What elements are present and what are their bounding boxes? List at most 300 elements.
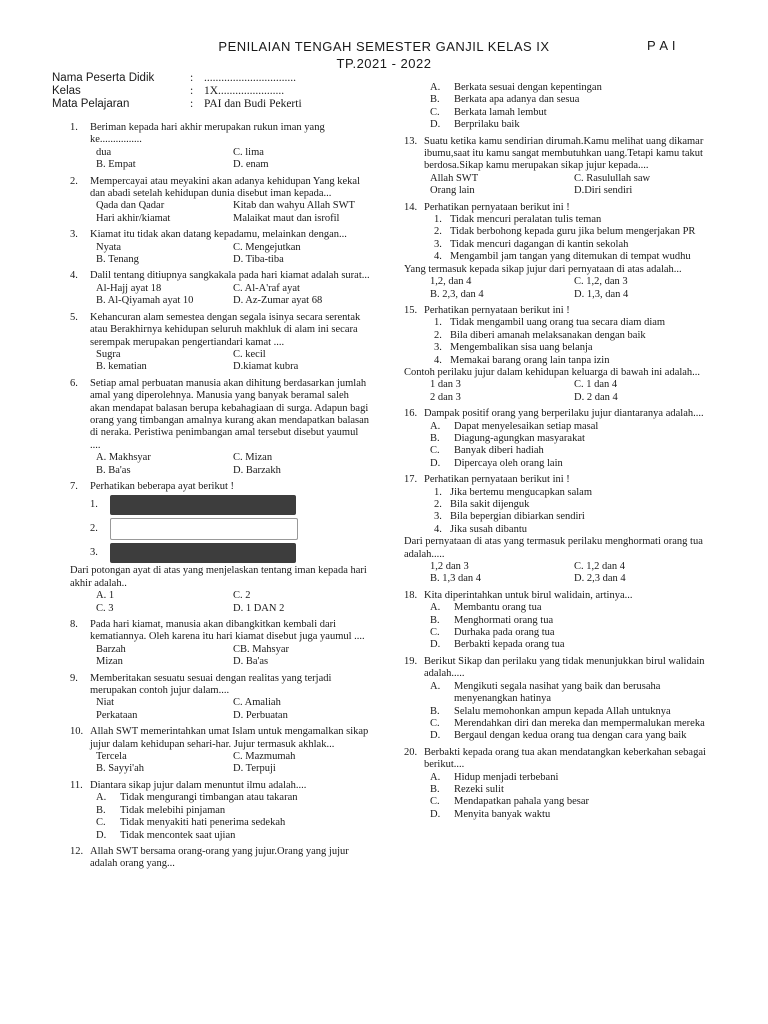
statement-item <box>434 524 718 536</box>
answer-option: D. Barzakh <box>233 464 281 476</box>
answer-option: Perkataan <box>96 709 138 721</box>
answer-option: 2 dan 3 <box>430 391 461 403</box>
option-letter: D. <box>430 730 441 742</box>
question <box>70 673 370 723</box>
answer-option <box>430 772 718 784</box>
question-text: Diantara sikap jujur dalam menuntut ilmu adalah.... <box>90 779 307 791</box>
question-stem <box>70 122 370 147</box>
question-stem <box>404 408 718 420</box>
question-stem <box>404 590 718 602</box>
question <box>404 202 718 301</box>
identity-label: Nama Peserta Didik <box>52 72 155 84</box>
answer-options <box>70 697 370 722</box>
answer-option: C. lima <box>233 146 264 158</box>
answer-option <box>430 458 718 470</box>
answer-options <box>404 681 718 743</box>
answer-option <box>430 107 718 119</box>
statement-text: Mengambil jam tangan yang ditemukan di tempat wudhu <box>450 251 691 263</box>
statement-number: 4. <box>434 251 442 263</box>
answer-option: C. 1,2, dan 3 <box>574 276 628 288</box>
question-stem <box>404 747 718 772</box>
question-prompt: Dari pernyataan di atas yang termasuk perilaku menghormati orang tua adalah..... <box>404 536 703 560</box>
answer-option: B. kematian <box>96 361 147 373</box>
question-text: Perhatikan beberapa ayat berikut ! <box>90 480 235 492</box>
verse-row <box>70 541 370 565</box>
question <box>70 229 370 266</box>
statement-number: 1. <box>434 214 442 226</box>
answer-option <box>430 602 718 614</box>
answer-options <box>404 173 718 198</box>
option-text: Tidak mengurangi timbangan atau takaran <box>120 792 298 804</box>
option-text: Berkata sesuai dengan kepentingan <box>454 82 602 93</box>
answer-options <box>70 242 370 267</box>
question-number: 7. <box>70 480 78 492</box>
question <box>404 474 718 586</box>
question-number: 15. <box>404 304 418 316</box>
answer-option: D. 1 DAN 2 <box>233 602 285 614</box>
option-letter: C. <box>430 796 440 808</box>
question-number: 4. <box>70 270 78 282</box>
question-number: 6. <box>70 377 78 389</box>
question-number: 9. <box>70 672 78 684</box>
answer-option <box>430 82 718 94</box>
answer-option: D. enam <box>233 159 269 171</box>
answer-option: Nyata <box>96 241 122 253</box>
option-letter: D. <box>430 119 441 131</box>
option-letter: C. <box>430 106 440 118</box>
answer-option <box>430 445 718 457</box>
option-text: Tidak melebihi pinjaman <box>120 804 226 816</box>
question-text: Perhatikan pernyataan berikut ini ! <box>424 201 570 213</box>
answer-options <box>404 82 718 132</box>
question-text: Berbakti kepada orang tua akan mendatangkan keberkahan sebagai berikut.... <box>424 746 706 771</box>
option-text: Berprilaku baik <box>454 119 520 131</box>
statement-item <box>434 355 718 367</box>
question-text: Mempercayai atau meyakini akan adanya kehidupan Yang kekal dan abadi setelah kehidupan dunia disebut iman kepada... <box>90 175 360 200</box>
question <box>404 656 718 743</box>
option-text: Hidup menjadi terbebani <box>454 771 559 783</box>
option-letter: B. <box>430 432 440 444</box>
exam-header <box>0 38 768 72</box>
question-stem <box>404 474 718 486</box>
statement-item <box>434 317 718 329</box>
option-letter: C. <box>430 445 440 457</box>
answer-option: B. Al-Qiyamah ayat 10 <box>96 295 194 307</box>
answer-option: 1 dan 3 <box>430 379 461 391</box>
question-text: Suatu ketika kamu sendirian dirumah.Kamu melihat uang dikamar ibumu,saat itu kamu sangat membutuhkan uang.Tetapi kamu takut berdosa.Sikap kamu merupakan sikap jujur kepada.... <box>424 135 704 172</box>
statement-text: Bila sakit dijenguk <box>450 499 530 510</box>
question-prompt: Yang termasuk kepada sikap jujur dari pernyataan di atas adalah... <box>404 263 682 275</box>
statement-number: 3. <box>434 511 442 523</box>
answer-option <box>96 805 370 817</box>
answer-options <box>70 200 370 225</box>
option-letter: A. <box>96 792 107 804</box>
answer-option <box>430 681 718 706</box>
answer-option: Sugra <box>96 348 121 360</box>
option-text: Dapat menyelesaikan setiap masal <box>454 420 599 432</box>
question <box>70 378 370 477</box>
question-stem <box>404 656 718 681</box>
answer-option: 1,2, dan 4 <box>430 276 472 288</box>
question-stem <box>70 312 370 349</box>
statement-item <box>434 487 718 499</box>
option-letter: A. <box>430 82 441 93</box>
answer-option: C. 1,2 dan 4 <box>574 561 626 573</box>
option-text: Menghormati orang tua <box>454 614 554 626</box>
option-letter: C. <box>430 717 440 729</box>
answer-option <box>430 809 718 821</box>
statement-number: 4. <box>434 523 442 535</box>
question-text: Allah SWT memerintahkan umat Islam untuk mengamalkan sikap jujur dalam kehidupan sehari-har. Jujur termasuk akhlak... <box>90 726 369 750</box>
answer-options <box>404 602 718 652</box>
answer-option: A. Makhsyar <box>96 452 151 464</box>
option-letter: B. <box>430 614 440 626</box>
statement-text: Bila diberi amanah melaksanakan dengan baik <box>450 329 646 341</box>
statement-item <box>434 499 718 511</box>
question-text: Perhatikan pernyataan berikut ini ! <box>424 474 570 486</box>
identity-row <box>52 98 302 111</box>
question-stem <box>70 726 370 751</box>
answer-option <box>430 718 718 730</box>
question-number: 2. <box>70 175 78 187</box>
option-text: Berkata apa adanya dan sesua <box>454 94 580 106</box>
question-prompt: Contoh perilaku jujur dalam kehidupan keluarga di bawah ini adalah... <box>404 366 701 378</box>
answer-option: Qada dan Qadar <box>96 200 165 212</box>
answer-options <box>70 590 370 615</box>
option-letter: A. <box>430 602 441 614</box>
answer-option: Al-Hajj ayat 18 <box>96 282 162 294</box>
answer-options <box>70 792 370 842</box>
answer-option: Allah SWT <box>430 172 479 184</box>
question <box>70 481 370 615</box>
answer-option: C. Amaliah <box>233 697 281 709</box>
question-stem <box>70 229 370 241</box>
identity-block <box>52 72 302 111</box>
question-text: Beriman kepada hari akhir merupakan rukun iman yang ke................ <box>90 122 325 146</box>
question-stem <box>70 780 370 792</box>
statement-item <box>434 511 718 523</box>
answer-options <box>70 349 370 374</box>
statement-number: 1. <box>434 317 442 329</box>
option-letter: C. <box>430 627 440 639</box>
answer-option <box>430 615 718 627</box>
answer-option: D. 1,3, dan 4 <box>574 288 629 300</box>
answer-option <box>430 119 718 131</box>
question <box>70 619 370 669</box>
question-text: Dampak positif orang yang berperilaku jujur diantaranya adalah.... <box>424 408 704 420</box>
verse-number: 1. <box>90 499 98 511</box>
option-text: Menyita banyak waktu <box>454 808 551 820</box>
question-number: 16. <box>404 408 418 420</box>
answer-option: CB. Mahsyar <box>233 643 289 655</box>
statement-list <box>404 214 718 264</box>
left-column <box>70 122 370 875</box>
answer-option <box>430 784 718 796</box>
answer-option: C. Al-A'raf ayat <box>233 282 300 294</box>
option-text: Durhaka pada orang tua <box>454 627 555 639</box>
statement-text: Tidak berbohong kepada guru jika belum mengerjakan PR <box>450 226 696 238</box>
question <box>404 747 718 821</box>
option-letter: A. <box>430 771 441 783</box>
question-text: Memberitakan sesuatu sesuai dengan realitas yang terjadi merupakan contoh jujur dalam.... <box>90 672 332 697</box>
question-number: 8. <box>70 619 78 630</box>
option-text: Membantu orang tua <box>454 602 542 614</box>
option-letter: D. <box>430 639 441 651</box>
answer-option <box>430 639 718 651</box>
question-number: 17. <box>404 474 418 486</box>
answer-option: D. Perbuatan <box>233 709 288 721</box>
option-letter: C. <box>96 817 106 829</box>
statement-item <box>434 330 718 342</box>
option-text: Tidak mencontek saat ujian <box>120 829 236 841</box>
statement-text: Jika susah dibantu <box>450 523 527 535</box>
question <box>70 726 370 776</box>
answer-option: D. Terpuji <box>233 763 276 775</box>
question <box>404 408 718 470</box>
question-number: 19. <box>404 655 418 667</box>
answer-options <box>70 147 370 172</box>
answer-option <box>430 433 718 445</box>
statement-text: Memakai barang orang lain tanpa izin <box>450 354 610 366</box>
identity-row <box>52 85 302 98</box>
answer-option: Hari akhir/kiamat <box>96 212 171 224</box>
answer-option <box>430 796 718 808</box>
option-text: Banyak diberi hadiah <box>454 445 544 457</box>
statement-item <box>434 214 718 226</box>
statement-number: 2. <box>434 329 442 341</box>
question-number: 20. <box>404 746 418 758</box>
question <box>70 176 370 226</box>
answer-option: B. Empat <box>96 159 136 171</box>
verse-number: 2. <box>90 523 98 535</box>
answer-options <box>70 283 370 308</box>
answer-option: D. 2,3 dan 4 <box>574 573 626 585</box>
option-text: Selalu memohonkan ampun kepada Allah untuknya <box>454 705 671 717</box>
question-number: 11. <box>70 779 83 791</box>
identity-colon: : <box>190 72 194 84</box>
answer-option: Barzah <box>96 643 126 655</box>
identity-label: Mata Pelajaran <box>52 98 130 110</box>
question-stem <box>70 673 370 698</box>
answer-option: Mizan <box>96 656 123 668</box>
answer-option: C. Mazmumah <box>233 751 296 763</box>
answer-option: C. 2 <box>233 590 251 602</box>
option-text: Bergaul dengan kedua orang tua dengan cara yang baik <box>454 730 687 742</box>
option-letter: B. <box>96 804 106 816</box>
question-text: Kiamat itu tidak akan datang kepadamu, melainkan dengan... <box>90 229 347 241</box>
question <box>404 590 718 652</box>
statement-item <box>434 342 718 354</box>
question-number: 13. <box>404 135 418 147</box>
answer-option: C. Mizan <box>233 452 273 464</box>
answer-option: B. Tenang <box>96 254 139 266</box>
question <box>70 846 370 871</box>
answer-option: C. Rasulullah saw <box>574 172 651 184</box>
identity-label: Kelas <box>52 85 81 97</box>
answer-option: C. 3 <box>96 602 114 614</box>
question-number: 10. <box>70 726 84 738</box>
arabic-verse-image <box>110 543 296 563</box>
question-text: Allah SWT bersama orang-orang yang jujur.Orang yang jujur adalah orang yang... <box>90 845 349 870</box>
question-number: 5. <box>70 311 78 323</box>
answer-options <box>404 379 718 404</box>
answer-option <box>430 421 718 433</box>
statement-number: 2. <box>434 499 442 510</box>
right-column <box>404 82 718 825</box>
answer-option: Kitab dan wahyu Allah SWT <box>233 200 355 212</box>
option-text: Tidak menyakiti hati penerima sedekah <box>120 817 286 829</box>
question-text: Pada hari kiamat, manusia akan dibangkitkan kembali dari kematiannya. Oleh karena itu hari kiamat disebut juga yaumul .... <box>90 619 365 643</box>
answer-option <box>430 706 718 718</box>
arabic-verse-image <box>110 518 298 540</box>
answer-option: D.kiamat kubra <box>233 361 299 373</box>
answer-option: D. Az-Zumar ayat 68 <box>233 295 323 307</box>
option-letter: B. <box>430 705 440 717</box>
answer-option: D. 2 dan 4 <box>574 391 618 403</box>
answer-option: dua <box>96 146 112 158</box>
option-text: Berbakti kepada orang tua <box>454 639 565 651</box>
question-stem <box>404 202 718 214</box>
question <box>70 270 370 307</box>
statement-text: Jika bertemu mengucapkan salam <box>450 486 592 498</box>
answer-option: B. 2,3, dan 4 <box>430 288 484 300</box>
answer-option: C. Mengejutkan <box>233 241 301 253</box>
identity-colon: : <box>190 98 194 110</box>
answer-option: C. 1 dan 4 <box>574 379 618 391</box>
question-number: 3. <box>70 229 78 241</box>
question <box>404 305 718 404</box>
statement-text: Tidak mengambil uang orang tua secara diam diam <box>450 317 666 329</box>
answer-option: Niat <box>96 697 115 709</box>
option-text: Rezeki sulit <box>454 783 504 795</box>
identity-value: PAI dan Budi Pekerti <box>204 98 302 110</box>
question-stem <box>70 270 370 282</box>
option-text: Berkata lamah lembut <box>454 106 547 118</box>
answer-option: B. 1,3 dan 4 <box>430 573 482 585</box>
verse-number: 3. <box>90 547 98 559</box>
answer-option: 1,2 dan 3 <box>430 561 469 573</box>
statement-text: Mengembalikan sisa uang belanja <box>450 342 593 354</box>
answer-option <box>96 792 370 804</box>
option-letter: D. <box>430 457 441 469</box>
question-number: 1. <box>70 122 78 133</box>
answer-options <box>404 276 718 301</box>
answer-options <box>70 644 370 669</box>
question <box>70 312 370 374</box>
answer-option <box>96 817 370 829</box>
answer-options <box>70 751 370 776</box>
statement-text: Bila bepergian dibiarkan sendiri <box>450 511 585 523</box>
option-letter: A. <box>430 420 441 432</box>
answer-option: A. 1 <box>96 590 115 602</box>
answer-option: B. Sayyi'ah <box>96 763 144 775</box>
answer-option: D. Ba'as <box>233 656 269 668</box>
answer-option: Tercela <box>96 751 127 763</box>
question-prompt: Dari potongan ayat di atas yang menjelaskan tentang iman kepada hari akhir adalah.. <box>70 565 367 589</box>
arabic-verse-image <box>110 495 296 515</box>
question-stem <box>70 846 370 871</box>
statement-text: Tidak mencuri peralatan tulis teman <box>450 214 602 226</box>
answer-options <box>404 772 718 822</box>
statement-text: Tidak mencuri dagangan di kantin sekolah <box>450 238 629 250</box>
question-stem <box>70 619 370 644</box>
question-stem <box>70 481 370 493</box>
question-number: 14. <box>404 201 418 213</box>
question-number: 18. <box>404 589 418 601</box>
question-stem <box>404 305 718 317</box>
question-stem <box>70 176 370 201</box>
question-stem <box>404 136 718 173</box>
answer-option: Malaikat maut dan isrofil <box>233 212 340 224</box>
question <box>70 780 370 842</box>
statement-list <box>404 317 718 367</box>
answer-options <box>404 421 718 471</box>
option-letter: D. <box>96 829 107 841</box>
question <box>404 82 718 132</box>
statement-item <box>434 239 718 251</box>
answer-option: D. Tiba-tiba <box>233 254 284 266</box>
statement-number: 1. <box>434 486 442 498</box>
option-text: Mendapatkan pahala yang besar <box>454 796 589 808</box>
answer-option: Orang lain <box>430 185 475 197</box>
answer-option <box>430 730 718 742</box>
identity-row <box>52 72 302 85</box>
question-text: Setiap amal perbuatan manusia akan dihitung berdasarkan jumlah amal yang diperolehnya. Manusia yang banyak beramal saleh akan mendapat balasan berupa kebahagiaan di surga. Adapun bagi orang yang timbangan amalnya kurang akan mendapatkan balasan di neraka. Peristiwa penimbangan amal tersebut disebut yaumul .... <box>90 377 370 451</box>
identity-colon: : <box>190 85 194 97</box>
identity-value: ................................ <box>204 72 296 84</box>
answer-options <box>70 452 370 477</box>
exam-title: PENILAIAN TENGAH SEMESTER GANJIL KELAS IX <box>218 39 550 54</box>
answer-option <box>430 94 718 106</box>
identity-value: 1X....................... <box>204 85 285 97</box>
exam-subject: P A I <box>646 38 676 53</box>
option-text: Diagung-agungkan masyarakat <box>454 432 585 444</box>
option-letter: D. <box>430 808 441 820</box>
option-letter: B. <box>430 94 440 106</box>
question <box>404 136 718 198</box>
question-text: Kita diperintahkan untuk birul walidain, artinya... <box>424 589 633 601</box>
exam-year: TP.2021 - 2022 <box>336 56 432 71</box>
answer-option <box>430 627 718 639</box>
option-text: Merendahkan diri dan mereka dan mempermalukan mereka <box>454 717 705 729</box>
option-letter: A. <box>430 680 441 692</box>
question-number: 12. <box>70 845 84 857</box>
answer-option <box>96 830 370 842</box>
question-text: Dalil tentang ditiupnya sangkakala pada hari kiamat adalah surat... <box>90 270 370 282</box>
option-letter: B. <box>430 783 440 795</box>
statement-number: 4. <box>434 354 442 366</box>
answer-options <box>404 561 718 586</box>
question-text: Berikut Sikap dan perilaku yang tidak menunjukkan birul walidain adalah..... <box>424 655 705 680</box>
question-text: Kehancuran alam semestea dengan segala isinya secara serentak atau Berakhirnya kehidupan seluruh makhluk di alam ini secara serempak merupakan pengertiandari kamat .... <box>90 311 361 348</box>
statement-number: 2. <box>434 226 442 238</box>
verse-row <box>70 517 370 541</box>
answer-option: C. kecil <box>233 348 266 360</box>
statement-item <box>434 251 718 263</box>
question-text: Perhatikan pernyataan berikut ini ! <box>424 304 570 316</box>
answer-option: D.Diri sendiri <box>574 185 633 197</box>
question <box>70 122 370 172</box>
statement-item <box>434 226 718 238</box>
option-text: Dipercaya oleh orang lain <box>454 457 563 469</box>
statement-number: 3. <box>434 238 442 250</box>
answer-option: B. Ba'as <box>96 464 131 476</box>
question-stem <box>70 378 370 452</box>
statement-list <box>404 487 718 537</box>
statement-number: 3. <box>434 342 442 354</box>
option-text: Mengikuti segala nasihat yang baik dan berusaha menyenangkan hatinya <box>454 680 661 705</box>
verse-row <box>70 493 370 517</box>
